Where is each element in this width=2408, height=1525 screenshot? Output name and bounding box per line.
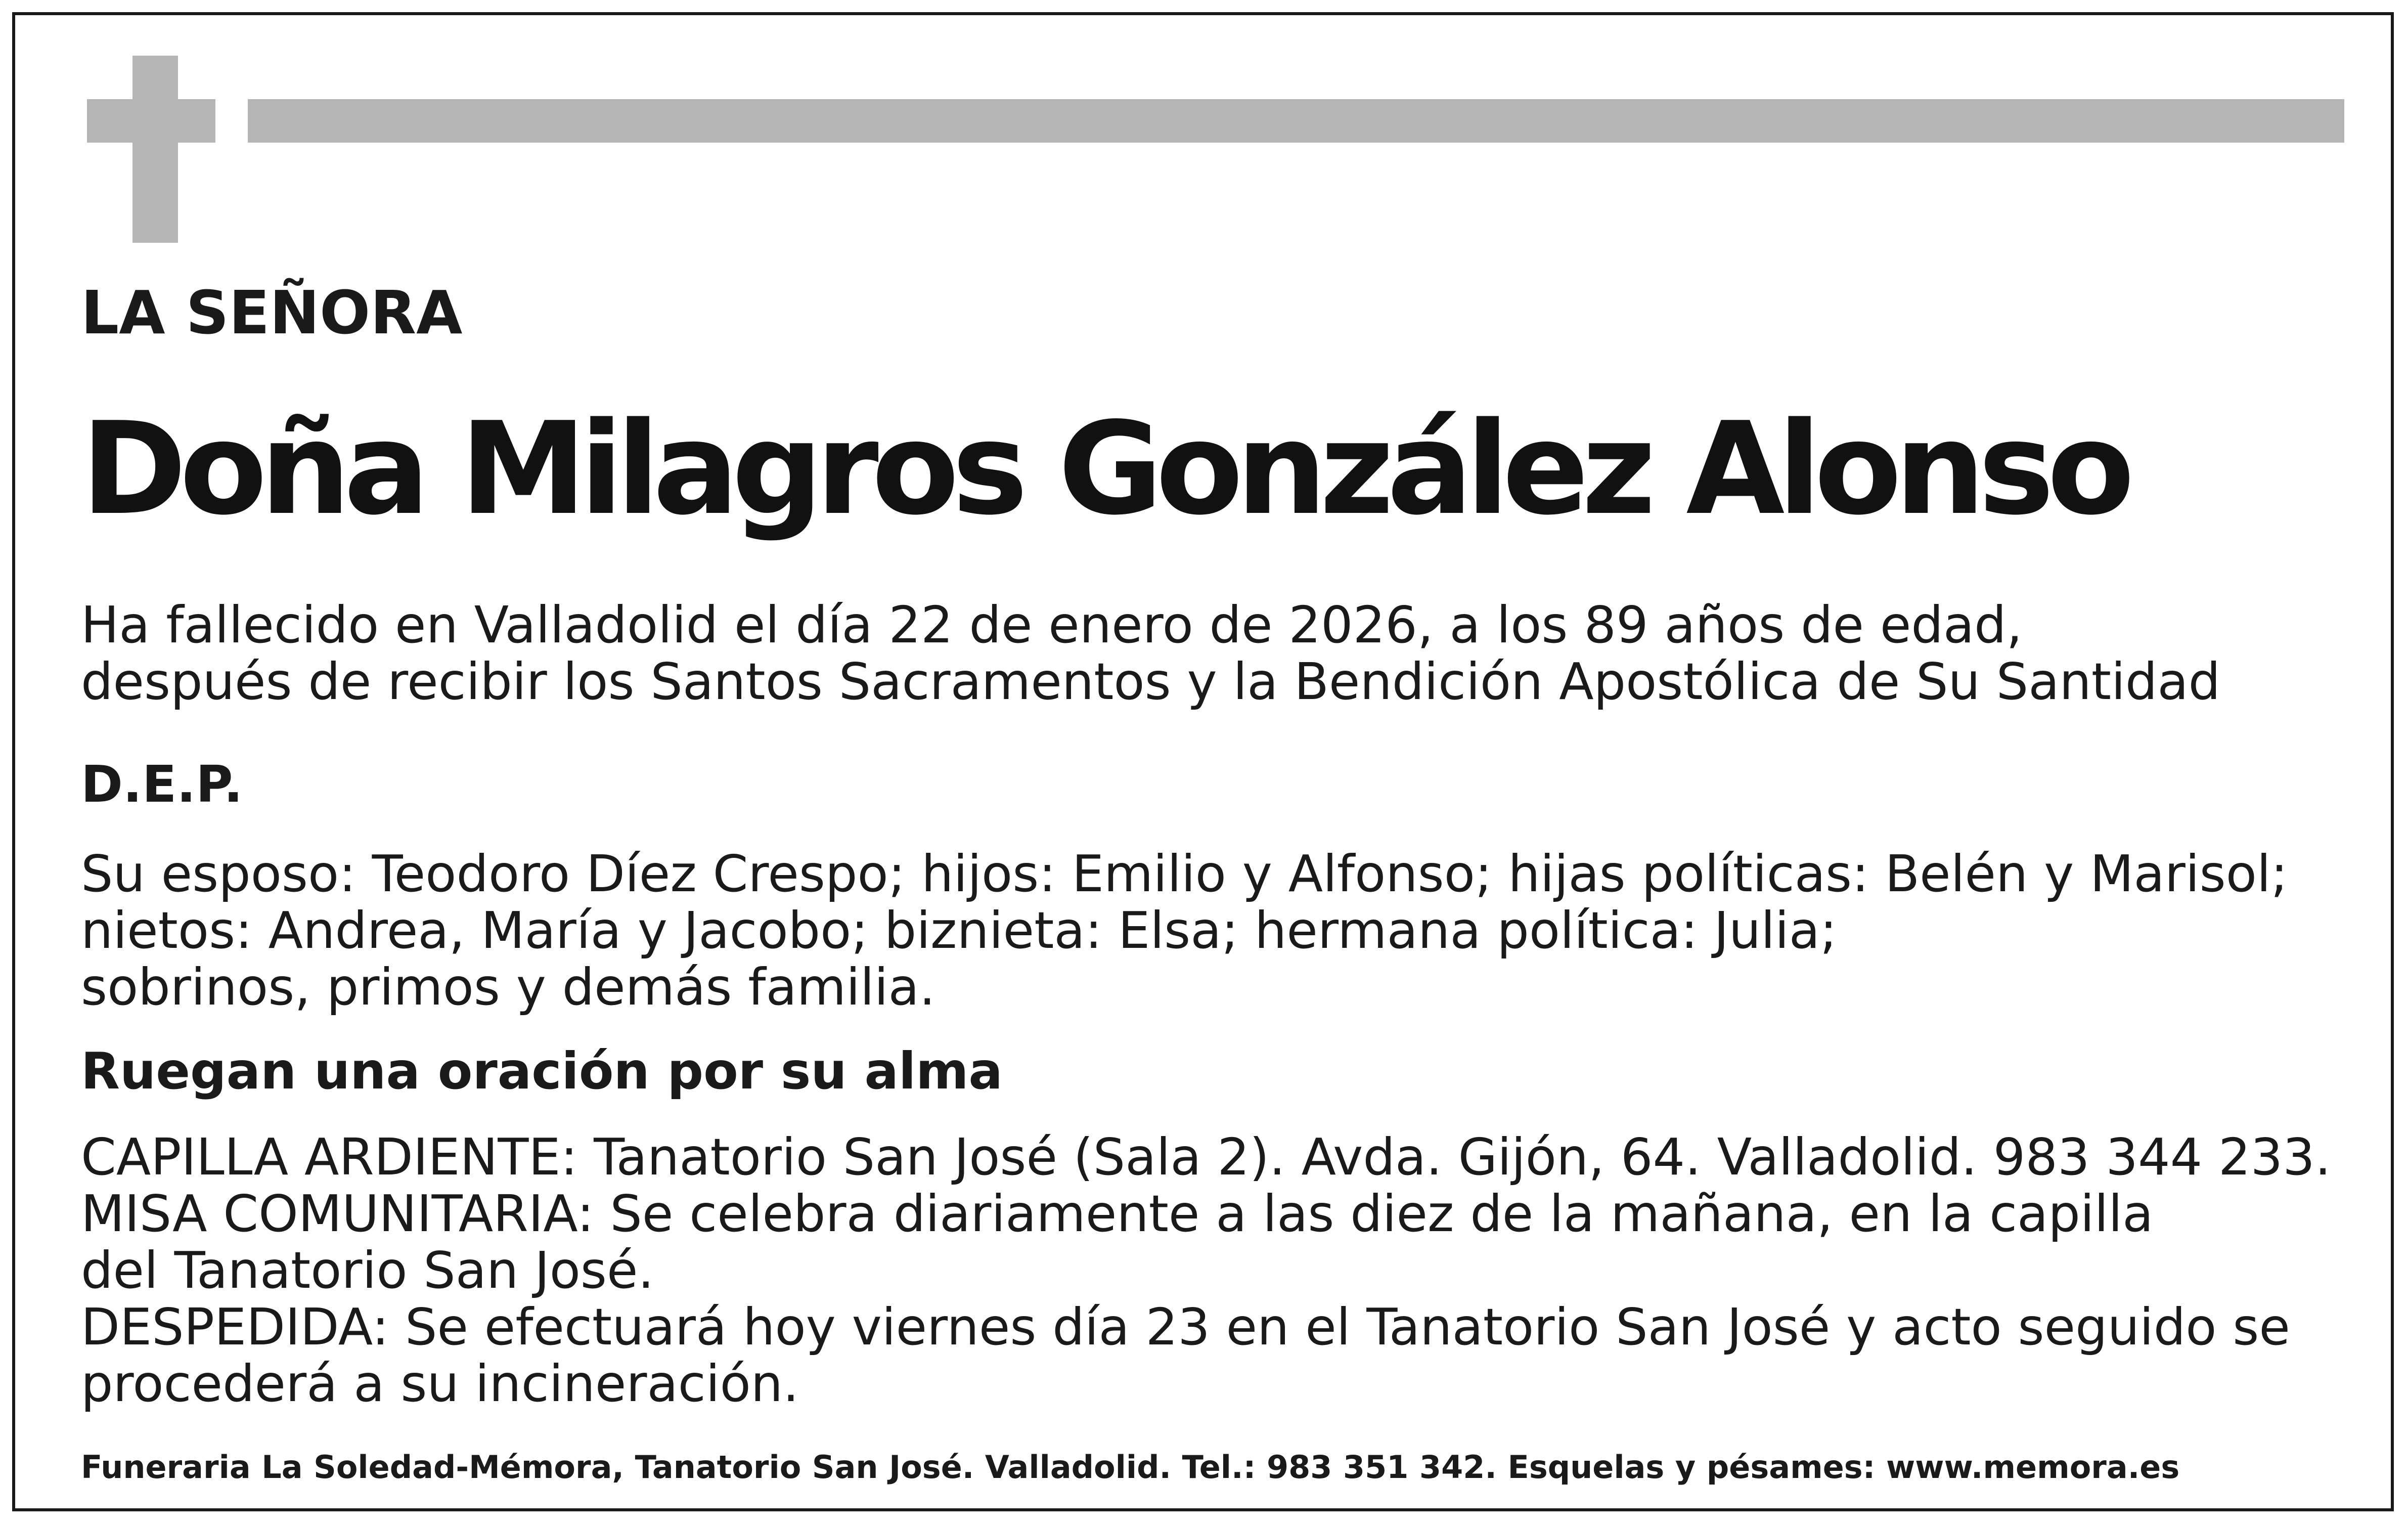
family-list — [81, 846, 2288, 1016]
deceased-name: Doña Milagros González Alonso — [81, 395, 2128, 543]
ceremony-line: procederá a su incineración. — [81, 1354, 799, 1413]
rip-abbreviation: D.E.P. — [81, 755, 243, 814]
ceremony-line: del Tanatorio San José. — [81, 1241, 654, 1300]
notice-heading: LA SEÑORA — [81, 278, 463, 347]
family-line: Su esposo: Teodoro Díez Crespo; hijos: Emilio y Alfonso; hijas políticas: Belén y Marisol; — [81, 844, 2288, 903]
death-line: después de recibir los Santos Sacramentos y la Bendición Apostólica de Su Santidad — [81, 652, 2221, 711]
cross-horizontal-beam — [87, 99, 215, 143]
family-line: nietos: Andrea, María y Jacobo; biznieta: Elsa; hermana política: Julia; — [81, 901, 1837, 960]
ceremony-line: MISA COMUNITARIA: Se celebra diariamente a las diez de la mañana, en la capilla — [81, 1184, 2154, 1243]
family-line: sobrinos, primos y demás familia. — [81, 957, 935, 1017]
death-announcement — [81, 597, 2220, 710]
prayer-request: Ruegan una oración por su alma — [81, 1041, 1003, 1101]
funeral-home-footer: Funeraria La Soledad-Mémora, Tanatorio San José. Valladolid. Tel.: 983 351 342. Esquelas y pésames: www.memora.es — [81, 1449, 2180, 1486]
death-line: Ha fallecido en Valladolid el día 22 de enero de 2026, a los 89 años de edad, — [81, 595, 2023, 655]
header-divider-bar — [248, 99, 2344, 143]
ceremony-line: DESPEDIDA: Se efectuará hoy viernes día 23 en el Tanatorio San José y acto seguido se — [81, 1297, 2290, 1357]
ceremony-details — [81, 1129, 2331, 1412]
cross-vertical-beam — [132, 56, 178, 243]
ceremony-line: CAPILLA ARDIENTE: Tanatorio San José (Sala 2). Avda. Gijón, 64. Valladolid. 983 344 233. — [81, 1127, 2331, 1187]
